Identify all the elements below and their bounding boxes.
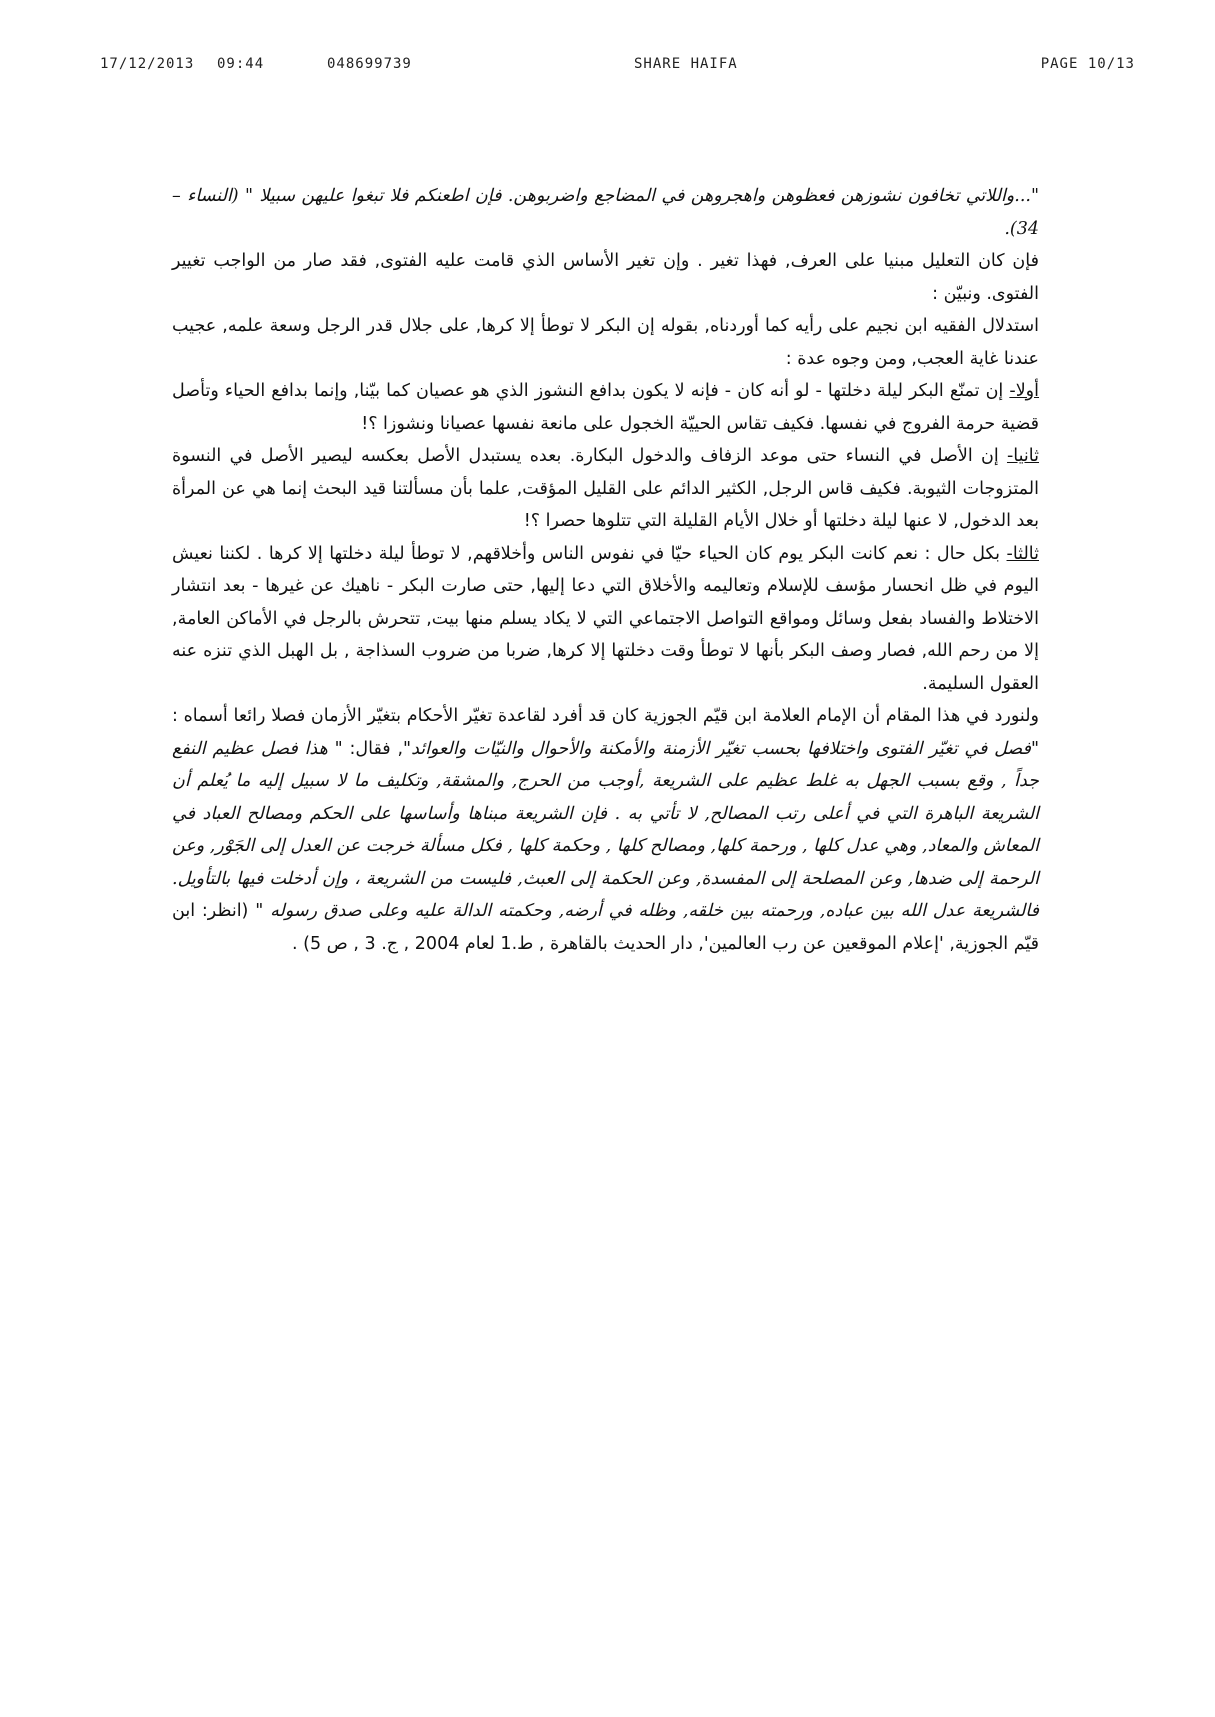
said-label: ", فقال: " (334, 738, 412, 759)
point-first-text: إن تمنّع البكر ليلة دخلتها - لو أنه كان - فإنه لا يكون بدافع النشوز الذي هو عصيان كما بيّنا, وإنما بدافع الحياء وتأصل قضية حرمة الفروج في نفسها. فكيف تقاس الحييّة الخجول على مانعة نفسها عصيانا ونشوزا ؟! (172, 381, 1039, 434)
citation: " (انظر: ابن قيّم الجوزية, 'إعلام الموقعين عن رب العالمين', دار الحديث بالقاهرة , ط.1 لعام 2004 , ج. 3 , ص 5) . (172, 901, 1039, 954)
ibn-qayyim-quote: هذا فصل عظيم النفع جداً , وقع بسبب الجهل به غلط عظيم على الشريعة ,أوجب من الحرج, والمشقة, وتكليف ما لا سبيل إليه ما يُعلم أن الشريعة الباهرة التي في أعلى رتب المصالح, لا تأتي به . فإن الشريعة مبناها وأساسها على الحكم ومصالح العباد في المعاش والمعاد, وهي عدل كلها , ورحمة كلها, ومصالح كلها , وحكمة كلها , فكل مسألة خرجت عن العدل إلى الجَوْر, وعن الرحمة إلى ضدها, وعن المصلحة إلى المفسدة, وعن الحكمة إلى العبث, فليست من الشريعة ، وإن أدخلت فيها بالتأويل. فالشريعة عدل الله بين عباده, ورحمته بين خلقه, وظله في أرضه, وحكمته الدالة عليه وعلى صدق رسوله (172, 738, 1039, 921)
fax-date: 17/12/2013 (100, 56, 195, 72)
point-second-label: ثانيا- (1006, 446, 1039, 466)
quran-quote: "...واللاتي تخافون نشوزهن فعظوهن واهجروهن في المضاجع واضربوهن. فإن اطعنكم فلا تبغوا عليهن سبيلا " (النساء – 34). (172, 186, 1039, 239)
point-second (172, 440, 1039, 538)
point-third (172, 538, 1039, 701)
fax-sender: SHARE HAIFA (634, 56, 738, 72)
document-body (172, 180, 1039, 960)
point-first-label: أولا- (1009, 381, 1039, 401)
paragraph-ibn-nujaym: استدلال الفقيه ابن نجيم على رأيه كما أوردناه, بقوله إن البكر لا توطأ إلا كرها, على جلال قدر الرجل وسعة علمه, عجيب عندنا غاية العجب, ومن وجوه عدة : (172, 316, 1039, 369)
fax-header (100, 56, 1135, 80)
fax-page-number: PAGE 10/13 (1040, 56, 1135, 72)
point-second-text: إن الأصل في النساء حتى موعد الزفاف والدخول البكارة. بعده يستبدل الأصل بعكسه ليصير الأصل في النسوة المتزوجات الثيوبة. فكيف قاس الرجل, الكثير الدائم على القليل المؤقت, علما بأن مسألتنا قيد البحث إنما هي عن المرأة بعد الدخول, لا عنها ليلة دخلتها أو خلال الأيام القليلة التي تتلوها حصرا ؟! (172, 446, 1039, 531)
fax-time: 09:44 (217, 56, 265, 72)
point-third-text: بكل حال : نعم كانت البكر يوم كان الحياء حيّا في نفوس الناس وأخلاقهم, لا توطأ ليلة دخلتها إلا كرها . لكننا نعيش اليوم في ظل انحسار مؤسف للإسلام وتعاليمه والأخلاق التي دعا إليها, حتى صارت البكر - ناهيك عن غيرها - بعد انتشار الاختلاط والفساد بفعل وسائل ومواقع التواصل الاجتماعي التي لا يكاد يسلم منها بيت, تتحرش بالرجل في الأماكن العامة, إلا من رحم الله, فصار وصف البكر بأنها لا توطأ وقت دخلتها إلا كرها, ضربا من ضروب السذاجة , بل الهبل الذي تنزه عنه العقول السليمة. (172, 543, 1039, 694)
fax-phone-number: 048699739 (327, 56, 412, 72)
paragraph-urf: فإن كان التعليل مبنيا على العرف, فهذا تغير . وإن تغير الأساس الذي قامت عليه الفتوى, فقد صار من الواجب تغيير الفتوى. ونبيّن : (172, 251, 1039, 304)
chapter-title: فصل في تغيّر الفتوى واختلافها بحسب تغيّر الأزمنة والأمكنة والأحوال والنيّات والعوائد (411, 738, 1031, 759)
ibn-qayyim-intro: ولنورد في هذا المقام أن الإمام العلامة ابن قيّم الجوزية كان قد أفرد لقاعدة تغيّر الأحكام بتغيّر الأزمان فصلا رائعا أسماه : " (172, 706, 1039, 759)
point-first (172, 375, 1039, 440)
point-third-label: ثالثا- (1006, 543, 1039, 564)
paragraph-ibn-qayyim (172, 700, 1039, 960)
